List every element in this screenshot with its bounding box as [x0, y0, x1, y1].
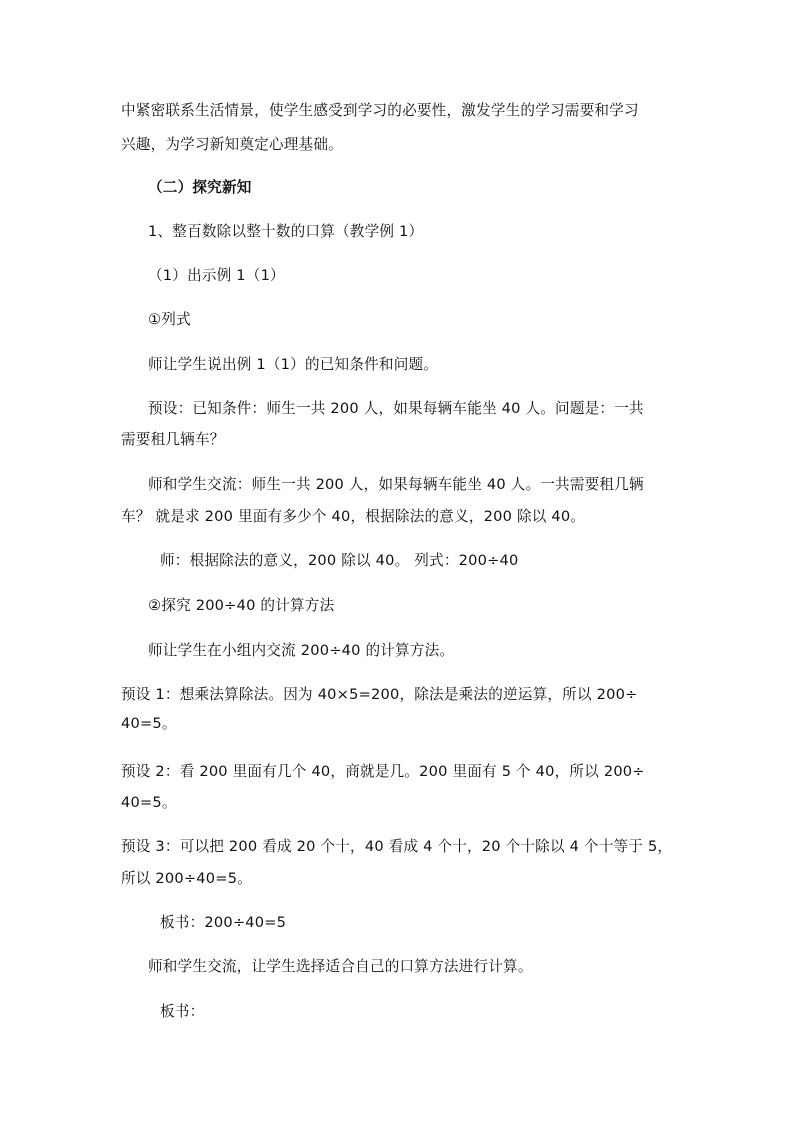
section-heading: （二）探究新知	[148, 179, 252, 196]
paragraph-line: 40=5。	[121, 794, 177, 811]
paragraph-line: 预设 1：想乘法算除法。因为 40×5=200，除法是乘法的逆运算，所以 200÷	[121, 686, 638, 703]
paragraph-line: 车？ 就是求 200 里面有多少个 40，根据除法的意义，200 除以 40。	[121, 508, 586, 525]
step-heading-1: ①列式	[148, 311, 191, 328]
paragraph-line: 需要租几辆车？	[121, 431, 225, 448]
paragraph-line: 师和学生交流：师生一共 200 人，如果每辆车能坐 40 人。一共需要租几辆	[148, 476, 644, 493]
paragraph-line: 40=5。	[121, 715, 177, 732]
intro-line-2: 兴趣，为学习新知奠定心理基础。	[121, 136, 343, 153]
paragraph-line: 所以 200÷40=5。	[121, 870, 252, 887]
intro-line-1: 中紧密联系生活情景，使学生感受到学习的必要性，激发学生的学习需要和学习	[121, 102, 639, 119]
paragraph-line: 板书：200÷40=5	[160, 914, 287, 931]
paragraph-line: 师让学生说出例 1（1）的已知条件和问题。	[148, 356, 439, 373]
step-heading-2: ②探究 200÷40 的计算方法	[148, 597, 335, 614]
paragraph-line: 师让学生在小组内交流 200÷40 的计算方法。	[148, 642, 455, 659]
sub-heading-1: （1）出示例 1（1）	[148, 267, 285, 284]
paragraph-line: 预设：已知条件：师生一共 200 人，如果每辆车能坐 40 人。问题是：一共	[148, 400, 644, 417]
item-heading-1: 1、整百数除以整十数的口算（教学例 1）	[148, 223, 424, 240]
paragraph-line: 师和学生交流，让学生选择适合自己的口算方法进行计算。	[148, 958, 533, 975]
paragraph-line: 师：根据除法的意义，200 除以 40。 列式：200÷40	[160, 552, 519, 569]
paragraph-line: 预设 3：可以把 200 看成 20 个十，40 看成 4 个十，20 个十除以 4 个十等于 5，	[121, 838, 673, 855]
paragraph-line: 预设 2：看 200 里面有几个 40，商就是几。200 里面有 5 个 40，所以 200÷	[121, 763, 645, 780]
paragraph-line: 板书：	[160, 1003, 205, 1020]
